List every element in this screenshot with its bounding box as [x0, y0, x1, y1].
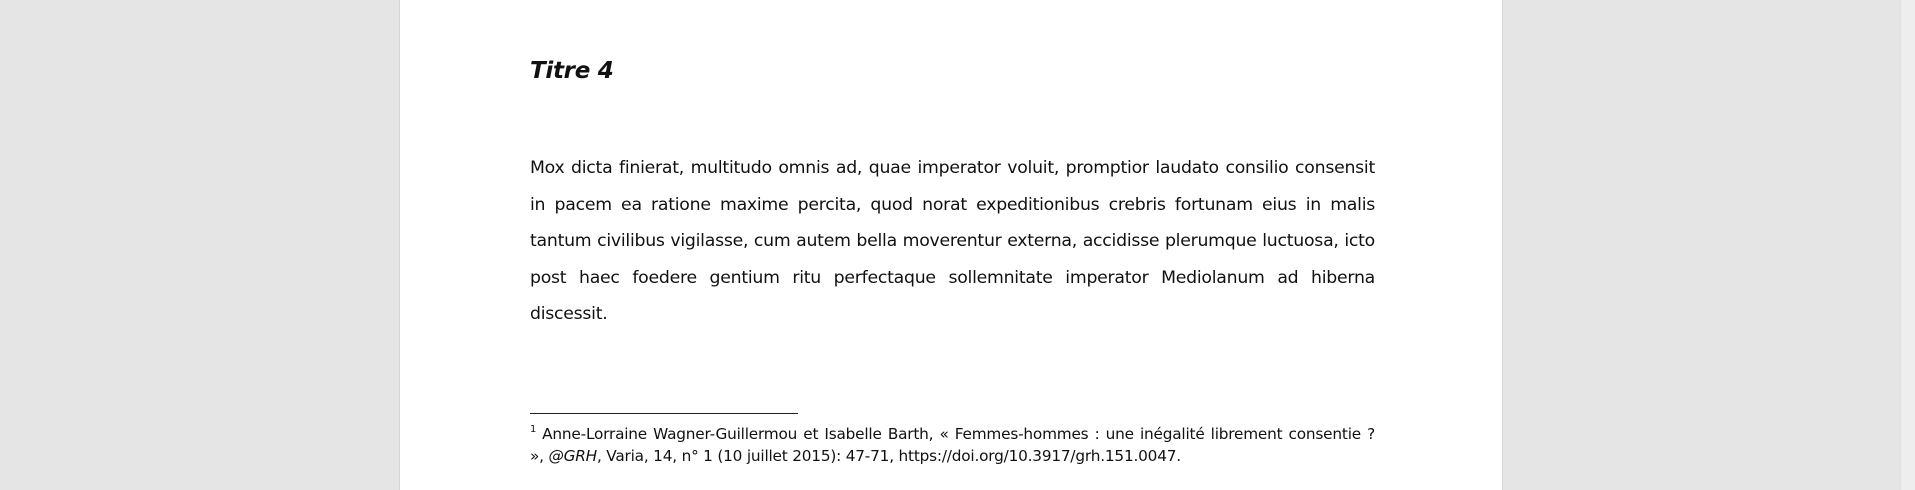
- heading-4[interactable]: Titre 4: [530, 58, 614, 84]
- footnote[interactable]: [530, 423, 1375, 467]
- body-paragraph[interactable]: Mox dicta finierat, multitudo omnis ad, quae imperator voluit, promptior laudato consilio consensit in pacem ea ratione maxime percita, quod norat expeditionibus crebris fortunam eius in malis tantum civilibus vigilasse, cum autem bella moverentur externa, accidisse plerumque luctuosa, icto post haec foedere gentium ritu perfectaque sollemnitate imperator Mediolanum ad hiberna discessit.: [530, 158, 1375, 324]
- footnote-text-start: Anne-Lorraine Wagner-Guillermou et Isabelle Barth, « Femmes-hommes : une inégalité librement consentie ? »,: [530, 425, 1375, 465]
- vertical-scrollbar[interactable]: [1900, 0, 1915, 490]
- footnote-separator: [530, 413, 798, 414]
- document-page: [399, 0, 1503, 490]
- footnote-journal-title: @GRH: [548, 447, 597, 465]
- footnote-text-end: , Varia, 14, n° 1 (10 juillet 2015): 47-71, https://doi.org/10.3917/grh.151.0047.: [596, 447, 1181, 465]
- footnote-number: 1: [530, 424, 537, 435]
